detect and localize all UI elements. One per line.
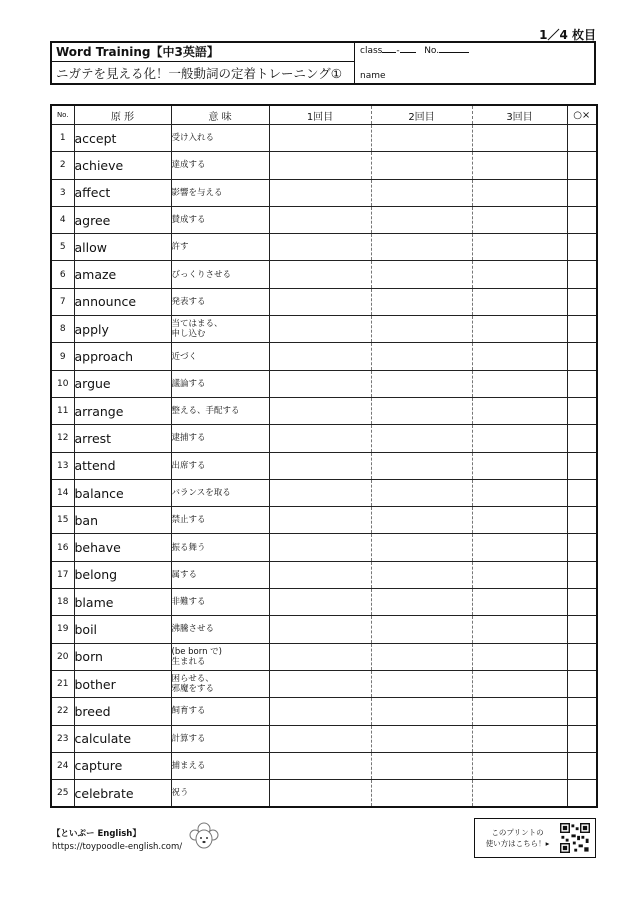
- row-number: 14: [51, 479, 74, 506]
- answer-cell-1[interactable]: [269, 589, 371, 616]
- table-row: [51, 316, 597, 343]
- answer-cell-1[interactable]: [269, 479, 371, 506]
- row-number: 16: [51, 534, 74, 561]
- row-number: 24: [51, 752, 74, 779]
- answer-cell-3[interactable]: [472, 152, 567, 179]
- answer-cell-1[interactable]: [269, 534, 371, 561]
- answer-cell-1[interactable]: [269, 370, 371, 397]
- word-cell: born: [74, 643, 171, 670]
- answer-cell-3[interactable]: [472, 179, 567, 206]
- table-row: [51, 561, 597, 588]
- answer-cell-1[interactable]: [269, 425, 371, 452]
- answer-cell-3[interactable]: [472, 261, 567, 288]
- poodle-mascot-icon: [186, 820, 222, 852]
- word-cell: belong: [74, 561, 171, 588]
- answer-cell-2[interactable]: [371, 125, 472, 152]
- answer-cell-1[interactable]: [269, 452, 371, 479]
- meaning-cell: 振る舞う: [171, 534, 269, 561]
- qr-code-icon[interactable]: [560, 823, 590, 853]
- word-training-table: [50, 104, 598, 808]
- meaning-cell: 発表する: [171, 288, 269, 315]
- table-row: [51, 643, 597, 670]
- answer-cell-1[interactable]: [269, 125, 371, 152]
- table-row: [51, 397, 597, 424]
- answer-cell-3[interactable]: [472, 725, 567, 752]
- word-cell: boil: [74, 616, 171, 643]
- answer-cell-1[interactable]: [269, 643, 371, 670]
- row-number: 2: [51, 152, 74, 179]
- table-row: [51, 343, 597, 370]
- meaning-cell: 計算する: [171, 725, 269, 752]
- row-number: 12: [51, 425, 74, 452]
- check-cell[interactable]: [567, 561, 597, 588]
- table-row: [51, 725, 597, 752]
- header-title-block: [52, 43, 355, 83]
- header-no: No.: [51, 105, 74, 125]
- word-cell: capture: [74, 752, 171, 779]
- meaning-cell: 当てはまる、 申し込む: [171, 316, 269, 343]
- table-row: [51, 179, 597, 206]
- table-row: [51, 534, 597, 561]
- meaning-cell: 影響を与える: [171, 179, 269, 206]
- answer-cell-3[interactable]: [472, 343, 567, 370]
- meaning-cell: バランスを取る: [171, 479, 269, 506]
- row-number: 22: [51, 698, 74, 725]
- meaning-cell: びっくりさせる: [171, 261, 269, 288]
- answer-cell-3[interactable]: [472, 288, 567, 315]
- row-number: 19: [51, 616, 74, 643]
- word-cell: blame: [74, 589, 171, 616]
- check-cell[interactable]: [567, 397, 597, 424]
- brand-name: 【といぷー English】: [52, 829, 141, 839]
- meaning-cell: 沸騰させる: [171, 616, 269, 643]
- table-row: [51, 698, 597, 725]
- header-try2: 2回目: [371, 105, 472, 125]
- check-cell[interactable]: [567, 670, 597, 697]
- row-number: 5: [51, 234, 74, 261]
- meaning-cell: 逮捕する: [171, 425, 269, 452]
- answer-cell-1[interactable]: [269, 507, 371, 534]
- class-label: class: [360, 46, 383, 56]
- answer-cell-2[interactable]: [371, 397, 472, 424]
- table-row: [51, 152, 597, 179]
- row-number: 15: [51, 507, 74, 534]
- answer-cell-3[interactable]: [472, 206, 567, 233]
- answer-cell-1[interactable]: [269, 316, 371, 343]
- student-info-block: [355, 43, 594, 83]
- answer-cell-2[interactable]: [371, 698, 472, 725]
- meaning-cell: 議論する: [171, 370, 269, 397]
- check-cell[interactable]: [567, 452, 597, 479]
- row-number: 11: [51, 397, 74, 424]
- table-row: [51, 370, 597, 397]
- check-cell[interactable]: [567, 261, 597, 288]
- answer-cell-3[interactable]: [472, 670, 567, 697]
- site-url[interactable]: https://toypoodle-english.com/: [52, 842, 183, 852]
- meaning-cell: 困らせる、 邪魔をする: [171, 670, 269, 697]
- row-number: 9: [51, 343, 74, 370]
- check-cell[interactable]: [567, 725, 597, 752]
- answer-cell-1[interactable]: [269, 179, 371, 206]
- answer-cell-2[interactable]: [371, 261, 472, 288]
- check-cell[interactable]: [567, 152, 597, 179]
- row-number: 6: [51, 261, 74, 288]
- answer-cell-2[interactable]: [371, 561, 472, 588]
- answer-cell-3[interactable]: [472, 643, 567, 670]
- meaning-cell: 出席する: [171, 452, 269, 479]
- answer-cell-3[interactable]: [472, 125, 567, 152]
- answer-cell-3[interactable]: [472, 425, 567, 452]
- header-check: ○×: [567, 105, 597, 125]
- answer-cell-3[interactable]: [472, 780, 567, 808]
- row-number: 3: [51, 179, 74, 206]
- word-cell: balance: [74, 479, 171, 506]
- check-cell[interactable]: [567, 288, 597, 315]
- answer-cell-2[interactable]: [371, 206, 472, 233]
- meaning-cell: 整える、手配する: [171, 397, 269, 424]
- meaning-cell: 祝う: [171, 780, 269, 808]
- word-cell: approach: [74, 343, 171, 370]
- worksheet-subtitle: ニガテを見える化！一般動詞の定着トレーニング①: [56, 66, 342, 81]
- answer-cell-2[interactable]: [371, 343, 472, 370]
- answer-cell-2[interactable]: [371, 479, 472, 506]
- answer-cell-2[interactable]: [371, 234, 472, 261]
- answer-cell-1[interactable]: [269, 206, 371, 233]
- answer-cell-1[interactable]: [269, 261, 371, 288]
- answer-cell-1[interactable]: [269, 234, 371, 261]
- answer-cell-3[interactable]: [472, 589, 567, 616]
- answer-cell-2[interactable]: [371, 780, 472, 808]
- answer-cell-3[interactable]: [472, 397, 567, 424]
- check-cell[interactable]: [567, 370, 597, 397]
- word-cell: calculate: [74, 725, 171, 752]
- class-separator: -: [396, 46, 400, 56]
- answer-cell-1[interactable]: [269, 725, 371, 752]
- answer-cell-3[interactable]: [472, 316, 567, 343]
- footer-branding: [52, 828, 182, 854]
- header-word: 原 形: [74, 105, 171, 125]
- row-number: 1: [51, 125, 74, 152]
- usage-guide-text: [475, 827, 560, 849]
- answer-cell-2[interactable]: [371, 288, 472, 315]
- header-try1: 1回目: [269, 105, 371, 125]
- answer-cell-2[interactable]: [371, 316, 472, 343]
- word-cell: behave: [74, 534, 171, 561]
- meaning-cell: 非難する: [171, 589, 269, 616]
- answer-cell-1[interactable]: [269, 343, 371, 370]
- row-number: 18: [51, 589, 74, 616]
- answer-cell-3[interactable]: [472, 752, 567, 779]
- row-number: 25: [51, 780, 74, 808]
- check-cell[interactable]: [567, 479, 597, 506]
- check-cell[interactable]: [567, 234, 597, 261]
- worksheet-header: [50, 41, 596, 85]
- answer-cell-3[interactable]: [472, 534, 567, 561]
- check-cell[interactable]: [567, 206, 597, 233]
- row-number: 10: [51, 370, 74, 397]
- word-cell: amaze: [74, 261, 171, 288]
- answer-cell-2[interactable]: [371, 670, 472, 697]
- meaning-cell: 賛成する: [171, 206, 269, 233]
- answer-cell-3[interactable]: [472, 616, 567, 643]
- word-cell: attend: [74, 452, 171, 479]
- answer-cell-2[interactable]: [371, 643, 472, 670]
- answer-cell-3[interactable]: [472, 370, 567, 397]
- word-cell: ban: [74, 507, 171, 534]
- check-cell[interactable]: [567, 589, 597, 616]
- answer-cell-1[interactable]: [269, 670, 371, 697]
- answer-cell-3[interactable]: [472, 698, 567, 725]
- meaning-cell: 受け入れる: [171, 125, 269, 152]
- meaning-cell: 飼育する: [171, 698, 269, 725]
- answer-cell-2[interactable]: [371, 725, 472, 752]
- answer-cell-1[interactable]: [269, 152, 371, 179]
- page-number: 1／4 枚目: [539, 28, 596, 42]
- meaning-cell: 禁止する: [171, 507, 269, 534]
- word-cell: agree: [74, 206, 171, 233]
- word-cell: breed: [74, 698, 171, 725]
- meaning-cell: 達成する: [171, 152, 269, 179]
- name-field[interactable]: [360, 71, 386, 81]
- answer-cell-3[interactable]: [472, 507, 567, 534]
- answer-cell-2[interactable]: [371, 425, 472, 452]
- table-row: [51, 670, 597, 697]
- table-row: [51, 452, 597, 479]
- usage-guide-line2: 使い方はこちら！▸: [485, 839, 550, 848]
- answer-cell-3[interactable]: [472, 479, 567, 506]
- word-cell: bother: [74, 670, 171, 697]
- answer-cell-2[interactable]: [371, 752, 472, 779]
- usage-guide-link[interactable]: [474, 818, 596, 858]
- header-try3: 3回目: [472, 105, 567, 125]
- meaning-cell: 許す: [171, 234, 269, 261]
- answer-cell-2[interactable]: [371, 589, 472, 616]
- word-cell: allow: [74, 234, 171, 261]
- check-cell[interactable]: [567, 425, 597, 452]
- row-number: 20: [51, 643, 74, 670]
- check-cell[interactable]: [567, 752, 597, 779]
- answer-cell-2[interactable]: [371, 616, 472, 643]
- word-cell: arrest: [74, 425, 171, 452]
- word-cell: achieve: [74, 152, 171, 179]
- check-cell[interactable]: [567, 179, 597, 206]
- table-row: [51, 234, 597, 261]
- table-row: [51, 479, 597, 506]
- number-label: No.: [424, 46, 440, 56]
- check-cell[interactable]: [567, 316, 597, 343]
- answer-cell-3[interactable]: [472, 452, 567, 479]
- name-label: name: [360, 71, 386, 81]
- answer-cell-1[interactable]: [269, 616, 371, 643]
- meaning-cell: 属する: [171, 561, 269, 588]
- check-cell[interactable]: [567, 616, 597, 643]
- row-number: 7: [51, 288, 74, 315]
- answer-cell-2[interactable]: [371, 507, 472, 534]
- row-number: 8: [51, 316, 74, 343]
- row-number: 4: [51, 206, 74, 233]
- table-row: [51, 507, 597, 534]
- header-meaning: 意 味: [171, 105, 269, 125]
- word-cell: announce: [74, 288, 171, 315]
- answer-cell-1[interactable]: [269, 752, 371, 779]
- row-number: 17: [51, 561, 74, 588]
- usage-guide-line1: このプリントの: [491, 828, 544, 837]
- answer-cell-2[interactable]: [371, 370, 472, 397]
- answer-cell-3[interactable]: [472, 561, 567, 588]
- answer-cell-1[interactable]: [269, 397, 371, 424]
- check-cell[interactable]: [567, 780, 597, 808]
- answer-cell-1[interactable]: [269, 780, 371, 808]
- check-cell[interactable]: [567, 343, 597, 370]
- row-number: 23: [51, 725, 74, 752]
- answer-cell-2[interactable]: [371, 452, 472, 479]
- word-cell: arrange: [74, 397, 171, 424]
- check-cell[interactable]: [567, 643, 597, 670]
- answer-cell-2[interactable]: [371, 179, 472, 206]
- table-header-row: [51, 105, 597, 125]
- word-cell: accept: [74, 125, 171, 152]
- answer-cell-1[interactable]: [269, 561, 371, 588]
- row-number: 21: [51, 670, 74, 697]
- answer-cell-3[interactable]: [472, 234, 567, 261]
- row-number: 13: [51, 452, 74, 479]
- table-row: [51, 206, 597, 233]
- answer-cell-2[interactable]: [371, 152, 472, 179]
- check-cell[interactable]: [567, 698, 597, 725]
- answer-cell-1[interactable]: [269, 698, 371, 725]
- meaning-cell: 近づく: [171, 343, 269, 370]
- meaning-cell: (be born で) 生まれる: [171, 643, 269, 670]
- table-row: [51, 261, 597, 288]
- word-cell: apply: [74, 316, 171, 343]
- worksheet-title: Word Training【中3英語】: [52, 43, 354, 62]
- check-cell[interactable]: [567, 534, 597, 561]
- answer-cell-2[interactable]: [371, 534, 472, 561]
- table-row: [51, 780, 597, 808]
- table-row: [51, 425, 597, 452]
- word-cell: affect: [74, 179, 171, 206]
- check-cell[interactable]: [567, 125, 597, 152]
- table-row: [51, 616, 597, 643]
- answer-cell-1[interactable]: [269, 288, 371, 315]
- class-field[interactable]: [360, 46, 469, 56]
- table-row: [51, 589, 597, 616]
- word-cell: celebrate: [74, 780, 171, 808]
- table-row: [51, 288, 597, 315]
- table-row: [51, 125, 597, 152]
- table-row: [51, 752, 597, 779]
- check-cell[interactable]: [567, 507, 597, 534]
- meaning-cell: 捕まえる: [171, 752, 269, 779]
- word-cell: argue: [74, 370, 171, 397]
